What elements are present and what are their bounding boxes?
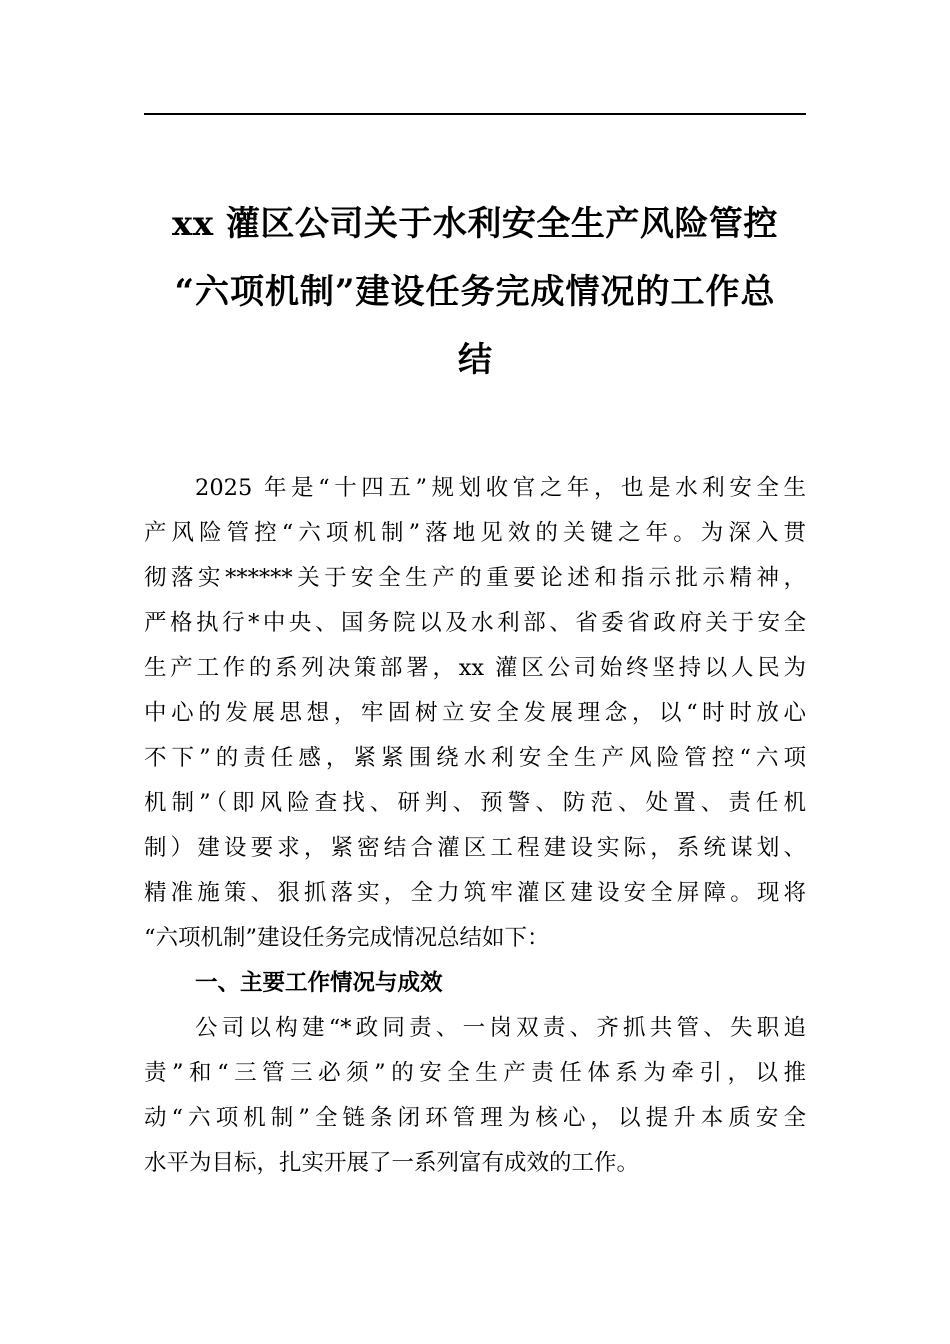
intro-line-10: 精准施策、狠抓落实，全力筑牢灌区建设安全屏障。现将 — [144, 880, 806, 906]
document-title — [144, 190, 806, 394]
title-line-1: xx 灌区公司关于水利安全生产风险管控 — [172, 204, 778, 244]
intro-line-1: 2025 年是“十四五”规划收官之年，也是水利安全生 — [195, 475, 806, 501]
intro-line-5: 生产工作的系列决策部署，xx 灌区公司始终坚持以人民为 — [144, 655, 806, 681]
section-line-4: 水平为目标，扎实开展了一系列富有成效的工作。 — [144, 1150, 640, 1176]
section-line-1: 公司以构建“*政同责、一岗双责、齐抓共管、失职追 — [195, 1015, 806, 1041]
intro-line-7: 不下”的责任感，紧紧围绕水利安全生产风险管控“六项 — [144, 745, 806, 771]
header-rule — [144, 113, 806, 115]
intro-line-3: 彻落实******关于安全生产的重要论述和指示批示精神， — [144, 565, 806, 591]
intro-line-6: 中心的发展思想，牢固树立安全发展理念，以“时时放心 — [144, 700, 806, 726]
intro-line-2: 产风险管控“六项机制”落地见效的关键之年。为深入贯 — [144, 520, 806, 546]
intro-line-9: 制）建设要求，紧密结合灌区工程建设实际，系统谋划、 — [144, 835, 806, 861]
section-line-3: 动“六项机制”全链条闭环管理为核心，以提升本质安全 — [144, 1105, 806, 1131]
title-line-3: 结 — [458, 340, 492, 380]
title-line-2: “六项机制”建设任务完成情况的工作总 — [174, 272, 776, 312]
document-body — [144, 466, 806, 1186]
intro-line-4: 严格执行*中央、国务院以及水利部、省委省政府关于安全 — [144, 610, 806, 636]
section-heading: 一、主要工作情况与成效 — [195, 970, 443, 996]
section-line-2: 责”和“三管三必须”的安全生产责任体系为牵引，以推 — [144, 1060, 806, 1086]
intro-line-8: 机制”（即风险查找、研判、预警、防范、处置、责任机 — [144, 790, 806, 816]
intro-line-11: “六项机制”建设任务完成情况总结如下： — [144, 925, 550, 951]
